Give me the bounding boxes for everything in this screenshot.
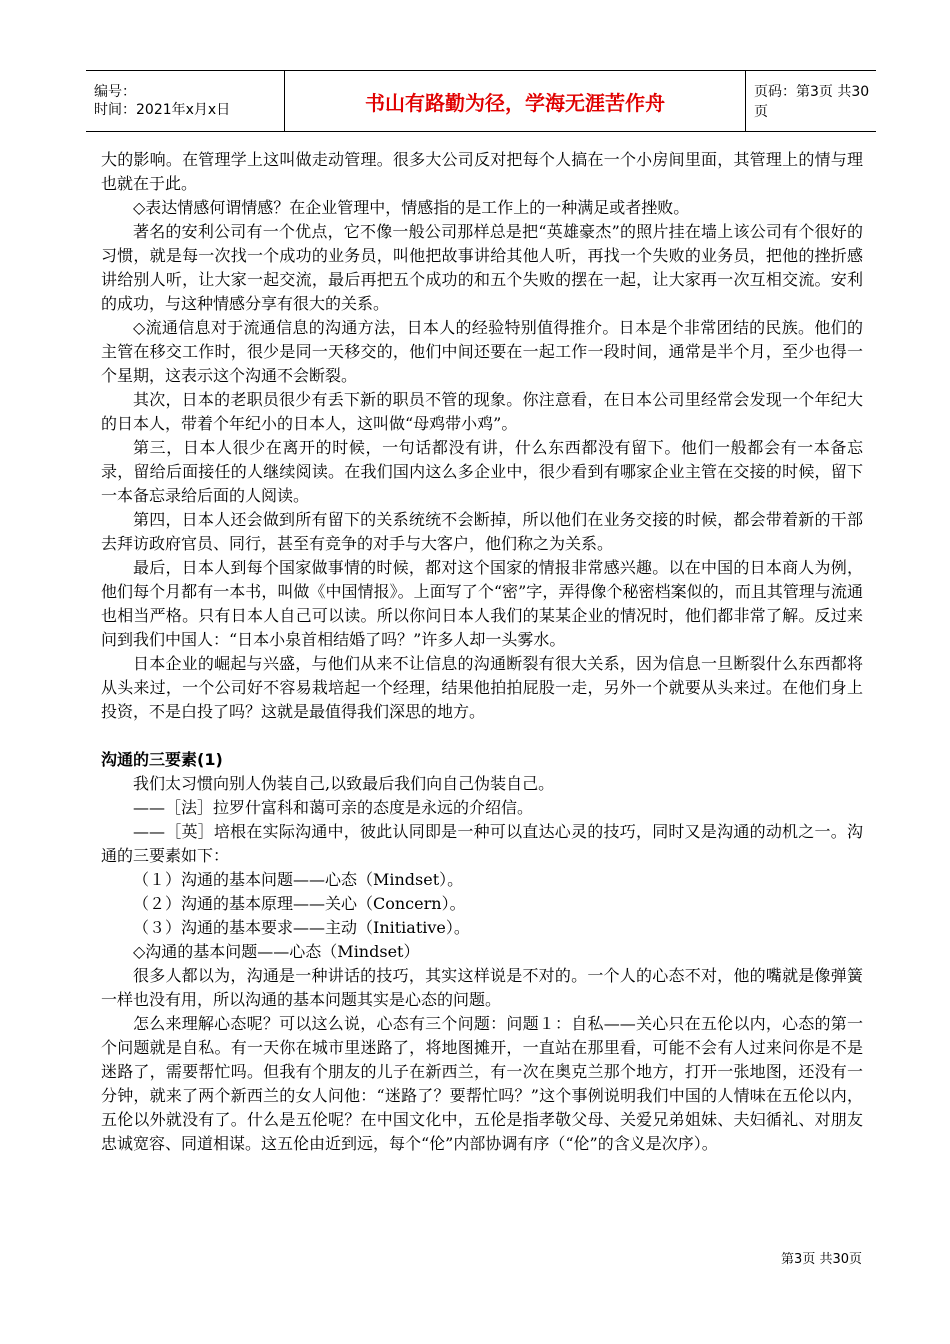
paragraph: 我们太习惯向别人伪装自己,以致最后我们向自己伪装自己。: [133, 774, 555, 793]
paragraph: 其次，日本的老职员很少有丢下新的职员不管的现象。你注意看，在日本公司里经常会发现一个年纪大的日本人，带着个年纪小的日本人，这叫做“母鸡带小鸡”。: [101, 390, 863, 433]
spacer: [101, 724, 863, 748]
paragraph: ◇沟通的基本问题——心态（Mindset）: [133, 942, 420, 961]
header-page-number: 页码：第3页 共30页: [754, 84, 870, 120]
paragraph: ◇流通信息对于流通信息的沟通方法，日本人的经验特别值得推介。日本是个非常团结的民族。他们的主管在移交工作时，很少是同一天移交的，他们中间还要在一起工作一段时间，通常是半个月，至少也得一个星期，这表示这个沟通不会断裂。: [101, 318, 863, 385]
paragraph: ◇表达情感何谓情感？在企业管理中，情感指的是工作上的一种满足或者挫败。: [133, 198, 690, 217]
page-header: [86, 70, 876, 132]
list-item: （１）沟通的基本问题——心态（Mindset）。: [133, 870, 464, 889]
paragraph: 日本企业的崛起与兴盛，与他们从来不让信息的沟通断裂有很大关系，因为信息一旦断裂什么东西都将从头来过，一个公司好不容易栽培起一个经理，结果他拍拍屁股一走，另外一个就要从头来过。在他们身上投资，不是白投了吗？这就是最值得我们深思的地方。: [101, 654, 863, 721]
paragraph: ——［英］培根在实际沟通中，彼此认同即是一种可以直达心灵的技巧，同时又是沟通的动机之一。沟通的三要素如下：: [101, 822, 863, 865]
document-time-label: 时间：2021年x月x日: [94, 102, 231, 118]
paragraph: 第三，日本人很少在离开的时候，一句话都没有讲，什么东西都没有留下。他们一般都会有一本备忘录，留给后面接任的人继续阅读。在我们国内这么多企业中，很少看到有哪家企业主管在交接的时候，留下一本备忘录给后面的人阅读。: [101, 438, 863, 505]
paragraph: 大的影响。在管理学上这叫做走动管理。很多大公司反对把每个人搞在一个小房间里面，其管理上的情与理也就在于此。: [101, 150, 863, 193]
page-footer: 第3页 共30页: [781, 1252, 862, 1267]
paragraph: 第四，日本人还会做到所有留下的关系统统不会断掉，所以他们在业务交接的时候，都会带着新的干部去拜访政府官员、同行，甚至有竞争的对手与大客户，他们称之为关系。: [101, 510, 863, 553]
paragraph: 怎么来理解心态呢？可以这么说，心态有三个问题：问题１：自私——关心只在五伦以内，心态的第一个问题就是自私。有一天你在城市里迷路了，将地图摊开，一直站在那里看，可能不会有人过来问你是不是迷路了，需要帮忙吗。但我有个朋友的儿子在新西兰，有一次在奥克兰那个地方，打开一张地图，还没有一分钟，就来了两个新西兰的女人问他：“迷路了？要帮忙吗？”这个事例说明我们中国的人情味在五伦以内，五伦以外就没有了。什么是五伦呢？在中国文化中，五伦是指孝敬父母、关爱兄弟姐妹、夫妇循礼、对朋友忠诚宽容、同道相谋。这五伦由近到远，每个“伦”内部协调有序（“伦”的含义是次序）。: [101, 1014, 863, 1153]
header-motto: 书山有路勤为径，学海无涯苦作舟: [284, 71, 746, 131]
list-item: （３）沟通的基本要求——主动（Initiative）。: [133, 918, 470, 937]
document-number-label: 编号：: [94, 84, 136, 100]
document-body: [101, 148, 863, 1156]
header-meta: [86, 71, 284, 131]
paragraph: 很多人都以为，沟通是一种讲话的技巧，其实这样说是不对的。一个人的心态不对，他的嘴就是像弹簧一样也没有用，所以沟通的基本问题其实是心态的问题。: [101, 966, 863, 1009]
paragraph: 最后，日本人到每个国家做事情的时候，都对这个国家的情报非常感兴趣。以在中国的日本商人为例，他们每个月都有一本书，叫做《中国情报》。上面写了个“密”字，弄得像个秘密档案似的，而且其管理与流通也相当严格。只有日本人自己可以读。所以你问日本人我们的某某企业的情况时，他们都非常了解。反过来问到我们中国人：“日本小泉首相结婚了吗？”许多人却一头雾水。: [101, 558, 863, 649]
paragraph: 著名的安利公司有一个优点，它不像一般公司那样总是把“英雄豪杰”的照片挂在墙上该公司有个很好的习惯，就是每一次找一个成功的业务员，叫他把故事讲给其他人听，再找一个失败的业务员，把他的挫折感讲给别人听，让大家一起交流，最后再把五个成功的和五个失败的摆在一起，让大家再一次互相交流。安利的成功，与这种情感分享有很大的关系。: [101, 222, 863, 313]
paragraph: ——［法］拉罗什富科和蔼可亲的态度是永远的介绍信。: [133, 798, 534, 817]
list-item: （２）沟通的基本原理——关心（Concern）。: [133, 894, 466, 913]
section-title: 沟通的三要素(1): [101, 750, 223, 769]
